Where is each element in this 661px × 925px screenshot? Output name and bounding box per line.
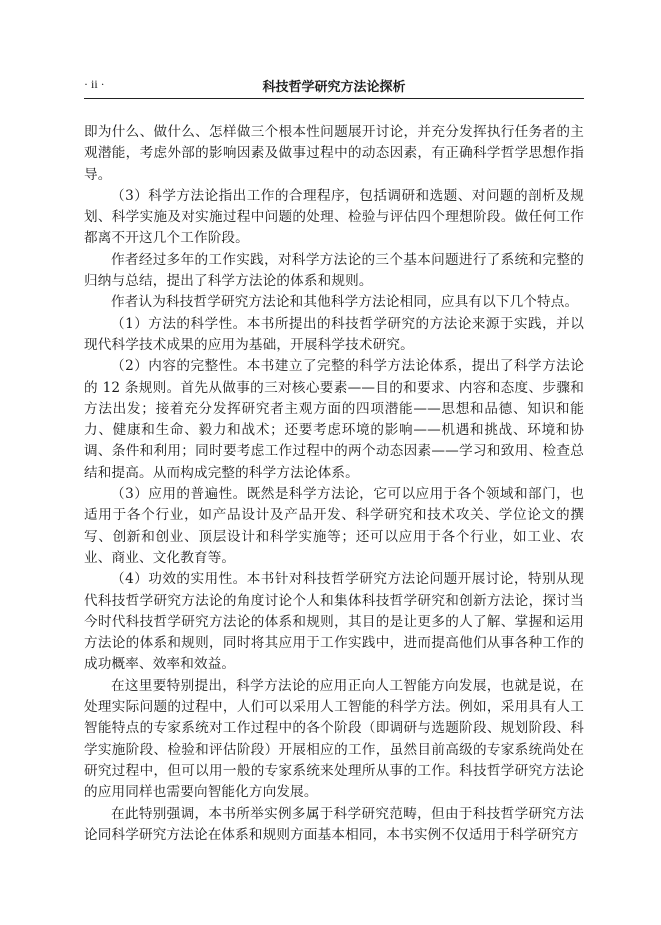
paragraph: （4）功效的实用性。本书针对科技哲学研究方法论问题开展讨论，特别从现代科技哲学研究方法论的角度讨论个人和集体科技哲学研究和创新方法论，探讨当今时代科技哲学研究方法论的体系和规则，其目的是让更多的人了解、掌握和运用方法论的体系和规则，同时将其应用于工作实践中，进而提高他们从事各种工作的成功概率、效率和效益。 xyxy=(84,571,584,673)
paragraph: 在此特别强调，本书所举实例多属于科学研究范畴，但由于科技哲学研究方法论同科学研究方法论在体系和规则方面基本相同，本书实例不仅适用于科学研究方 xyxy=(84,805,584,843)
page-header xyxy=(84,74,584,96)
paragraph: （3）应用的普遍性。既然是科学方法论，它可以应用于各个领域和部门，也适用于各个行业，如产品设计及产品开发、科学研究和技术攻关、学位论文的撰写、创新和创业、顶层设计和科学实施等；还可以应用于各个行业，如工业、农业、商业、文化教育等。 xyxy=(84,486,584,566)
paragraph: （2）内容的完整性。本书建立了完整的科学方法论体系，提出了科学方法论的 12 条规则。首先从做事的三对核心要素——目的和要求、内容和态度、步骤和方法出发；接着充分发挥研究者主观方面的四项潜能——思想和品德、知识和能力、健康和生命、毅力和战术；还要考虑环境的影响——机遇和挑战、环境和协调、条件和利用；同时要考虑工作过程中的两个动态因素——学习和致用、检查总结和提高。从而构成完整的科学方法论体系。 xyxy=(84,358,584,481)
running-title: 科技哲学研究方法论探析 xyxy=(262,80,406,95)
paragraph: （3）科学方法论指出工作的合理程序，包括调研和选题、对问题的剖析及规划、科学实施及对实施过程中问题的处理、检验与评估四个理想阶段。做任何工作都离不开这几个工作阶段。 xyxy=(84,187,584,247)
header-rule xyxy=(84,98,584,99)
page-number: · ii · xyxy=(84,77,105,91)
paragraph: 作者认为科技哲学研究方法论和其他科学方法论相同，应具有以下几个特点。 xyxy=(111,294,579,311)
paragraph: 在这里要特别提出，科学方法论的应用正向人工智能方向发展，也就是说，在处理实际问题的过程中，人们可以采用人工智能的科学方法。例如，采用具有人工智能特点的专家系统对工作过程中的各个阶段（即调研与选题阶段、规划阶段、科学实施阶段、检验和评估阶段）开展相应的工作，虽然目前高级的专家系统尚处在研究过程中，但可以用一般的专家系统来处理所从事的工作。科技哲学研究方法论的应用同样也需要向智能化方向发展。 xyxy=(84,677,584,801)
body-text xyxy=(84,122,584,846)
paragraph: （1）方法的科学性。本书所提出的科技哲学研究的方法论来源于实践，并以现代科学技术成果的应用为基础，开展科学技术研究。 xyxy=(84,315,584,353)
paragraph: 即为什么、做什么、怎样做三个根本性问题展开讨论，并充分发挥执行任务者的主观潜能，考虑外部的影响因素及做事过程中的动态因素，有正确科学哲学思想作指导。 xyxy=(84,124,584,183)
paragraph: 作者经过多年的工作实践，对科学方法论的三个基本问题进行了系统和完整的归纳与总结，提出了科学方法论的体系和规则。 xyxy=(84,251,584,290)
